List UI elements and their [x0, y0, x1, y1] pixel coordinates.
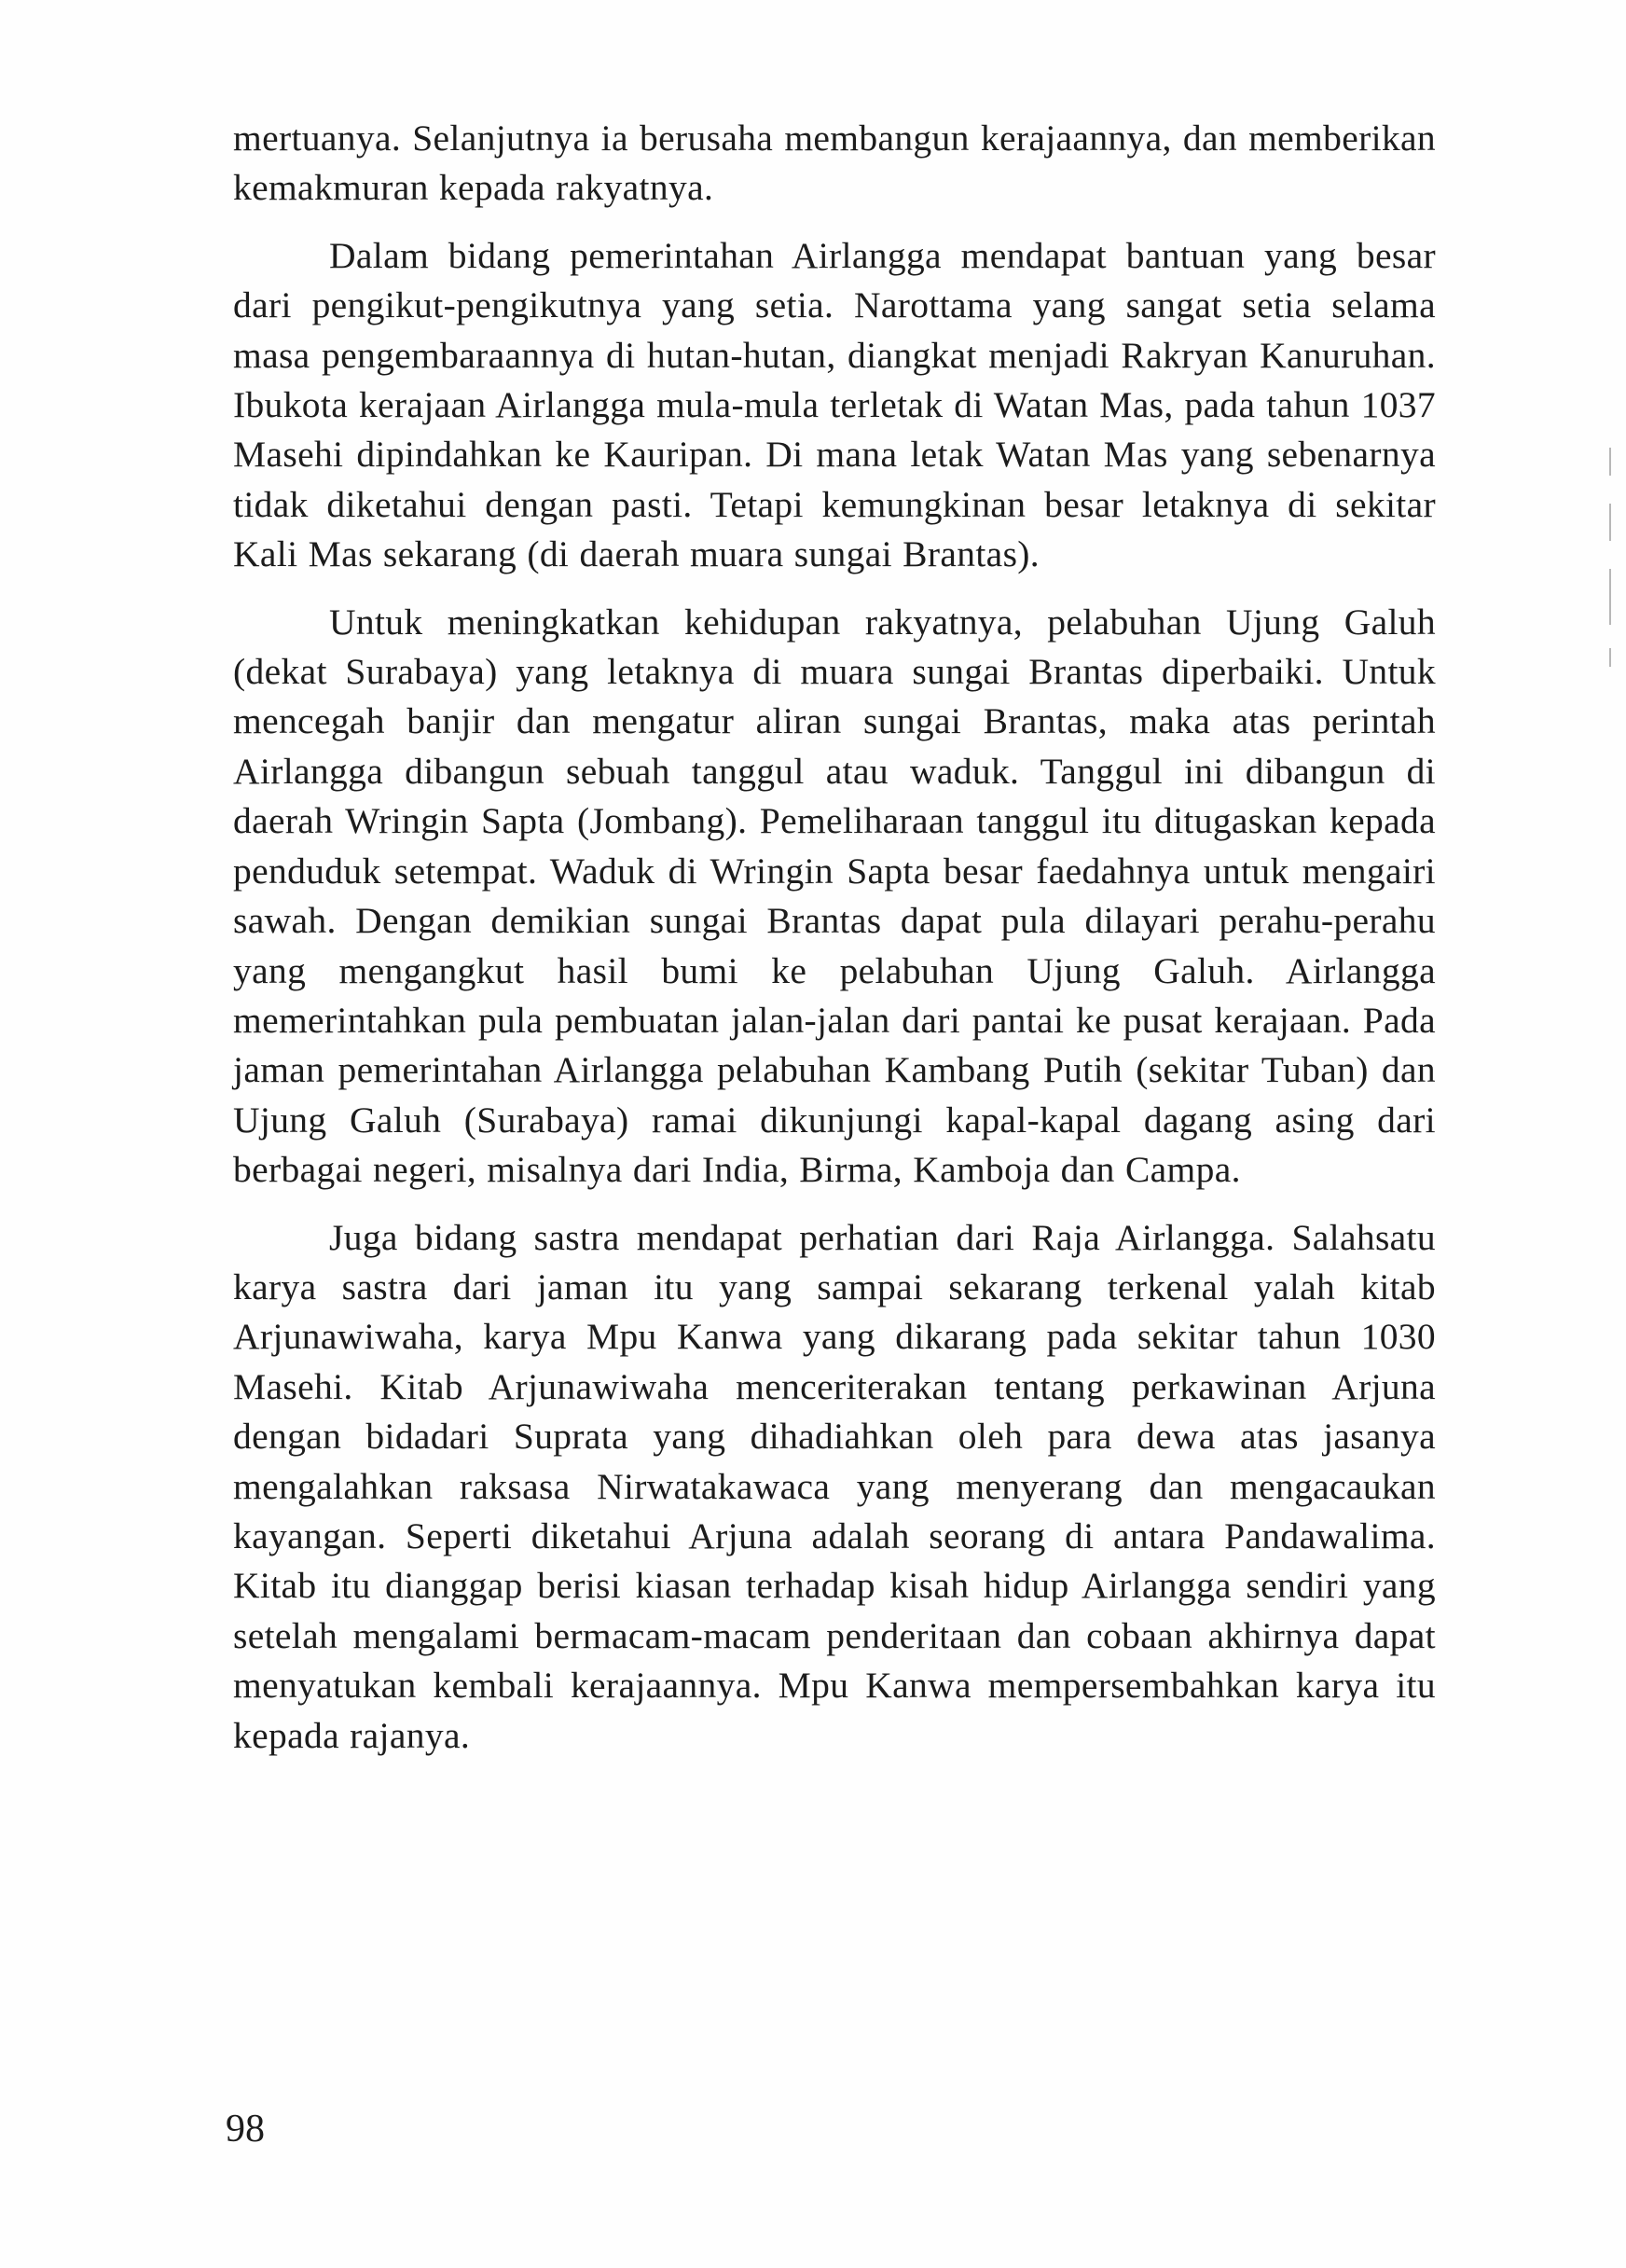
body-text — [233, 114, 1436, 1778]
scan-artifact-line — [1609, 504, 1611, 541]
scan-artifact-line — [1609, 569, 1611, 625]
paragraph-government: Dalam bidang pemerintahan Airlangga mendapat bantuan yang besar dari pengikut-pengikutnya yang setia. Narottama yang sangat setia selama masa pengembaraannya di hutan-hutan, diangkat menjadi Rakryan Kanuruhan. Ibukota kerajaan Airlangga mula-mula terletak di Watan Mas, pada tahun 1037 Masehi dipindahkan ke Kauripan. Di mana letak Watan Mas yang sebenarnya tidak diketahui dengan pasti. Tetapi kemungkinan besar letaknya di sekitar Kali Mas sekarang (di daerah muara sungai Brantas). — [233, 234, 1436, 575]
scan-artifact-line — [1609, 448, 1611, 476]
scan-artifact-line — [1609, 648, 1611, 667]
page-number: 98 — [226, 2108, 265, 2150]
paragraph-harbor: Untuk meningkatkan kehidupan rakyatnya, pelabuhan Ujung Galuh (dekat Surabaya) yang letaknya di muara sungai Brantas diperbaiki. Untuk mencegah banjir dan mengatur aliran sungai Brantas, maka atas perintah Airlangga dibangun sebuah tanggul atau waduk. Tanggul ini dibangun di daerah Wringin Sapta (Jombang). Pemeliharaan tanggul itu ditugaskan kepada penduduk setempat. Waduk di Wringin Sapta besar faedahnya untuk mengairi sawah. Dengan demikian sungai Brantas dapat pula dilayari perahu-perahu yang mengangkut hasil bumi ke pelabuhan Ujung Galuh. Airlangga memerintahkan pula pembuatan jalan-jalan dari pantai ke pusat kerajaan. Pada jaman pemerintahan Airlangga pelabuhan Kambang Putih (sekitar Tuban) dan Ujung Galuh (Surabaya) ramai dikunjungi kapal-kapal dagang asing dari berbagai negeri, misalnya dari India, Birma, Kamboja dan Campa. — [233, 601, 1436, 1191]
paragraph-literature: Juga bidang sastra mendapat perhatian dari Raja Airlangga. Salahsatu karya sastra dari jaman itu yang sampai sekarang terkenal yalah kitab Arjunawiwaha, karya Mpu Kanwa yang dikarang pada sekitar tahun 1030 Masehi. Kitab Arjunawiwaha menceriterakan tentang perkawinan Arjuna dengan bidadari Suprata yang dihadiahkan oleh para dewa atas jasanya mengalahkan raksasa Nirwatakawaca yang menyerang dan mengacaukan kayangan. Seperti diketahui Arjuna adalah seorang di antara Pandawalima. Kitab itu dianggap berisi kiasan terhadap kisah hidup Airlangga sendiri yang setelah mengalami bermacam-macam penderitaan dan cobaan akhirnya dapat menyatukan kembali kerajaannya. Mpu Kanwa mempersembahkan karya itu kepada rajanya. — [233, 1216, 1436, 1756]
paragraph-continuation: mertuanya. Selanjutnya ia berusaha membangun kerajaannya, dan memberikan kemakmuran kepada rakyatnya. — [233, 118, 1436, 209]
